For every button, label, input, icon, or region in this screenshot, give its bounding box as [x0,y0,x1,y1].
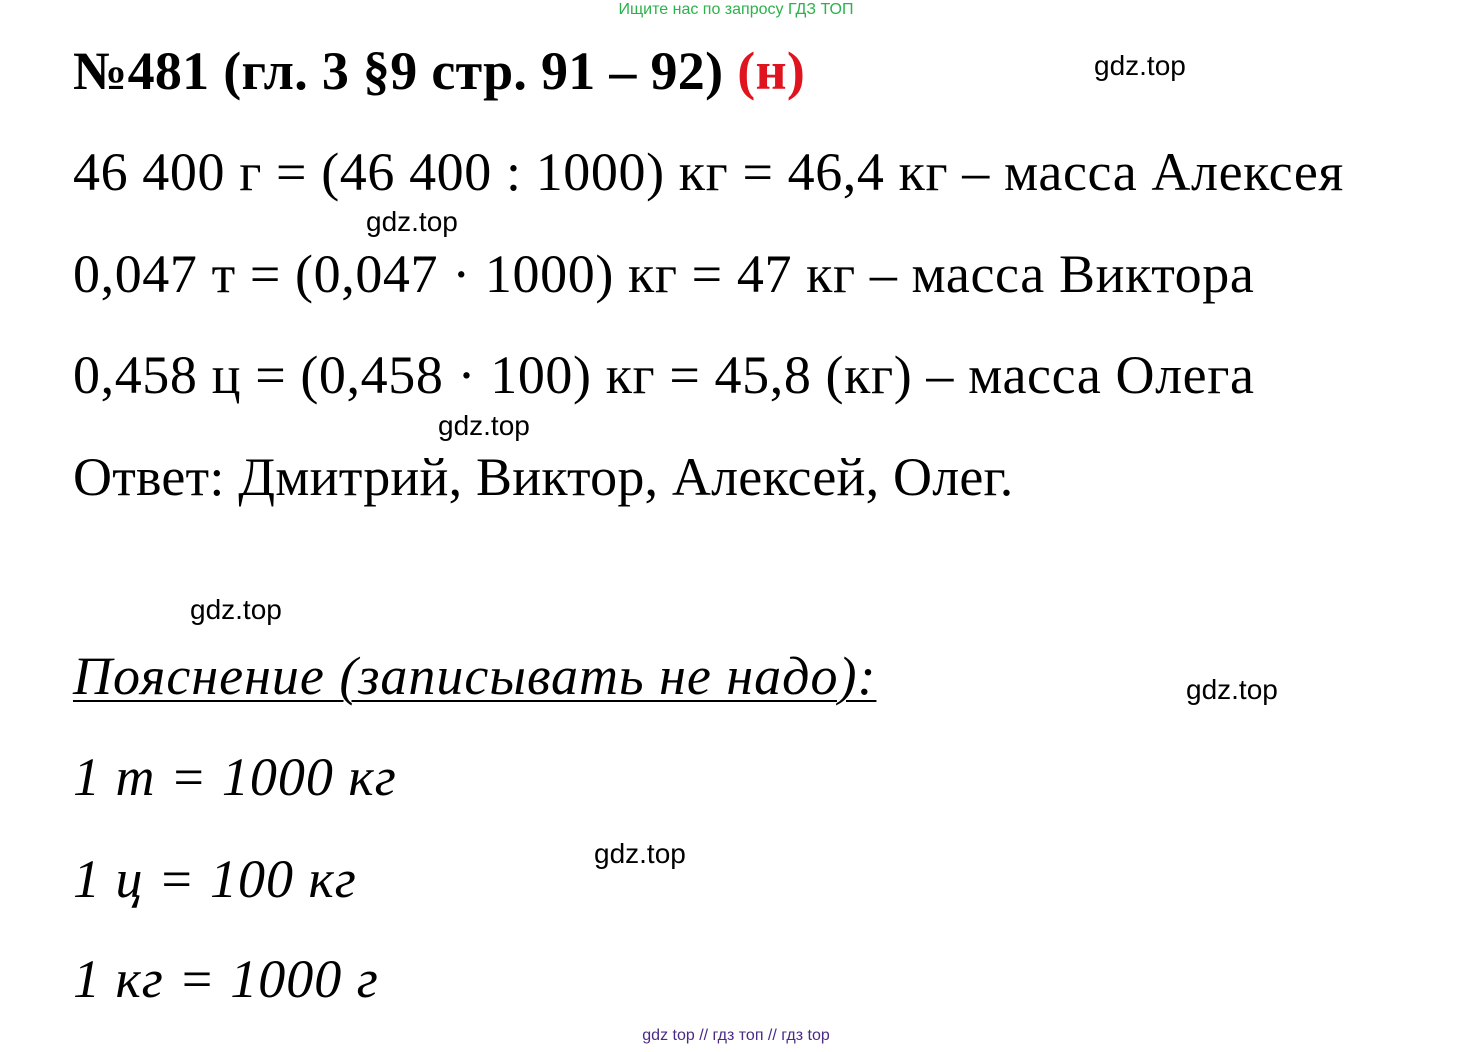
explanation-heading: Пояснение (записывать не надо): [73,646,877,706]
watermark: gdz.top [1094,50,1186,81]
top-banner: Ищите нас по запросу ГДЗ ТОП [618,1,854,18]
watermark: gdz.top [438,410,530,441]
watermark: gdz.top [190,594,282,625]
conversion-kilogram: 1 кг = 1000 г [73,949,379,1009]
conversion-centner: 1 ц = 100 кг [73,849,357,909]
watermark: gdz.top [594,838,686,869]
watermark: gdz.top [366,206,458,237]
page-title [73,40,805,102]
solution-line-2: 0,047 т = (0,047 · 1000) кг = 47 кг – масса Виктора [73,244,1255,304]
solution-line-3: 0,458 ц = (0,458 · 100) кг = 45,8 (кг) – масса Олега [73,345,1255,405]
title-main: №481 (гл. 3 §9 стр. 91 – 92) [73,41,724,101]
conversion-ton: 1 т = 1000 кг [73,747,397,807]
title-mark: (н) [737,41,806,101]
watermark: gdz.top [1186,674,1278,705]
solution-line-1: 46 400 г = (46 400 : 1000) кг = 46,4 кг – масса Алексея [73,142,1344,202]
footer-watermark: gdz top // гдз топ // гдз top [642,1027,830,1044]
answer-line: Ответ: Дмитрий, Виктор, Алексей, Олег. [73,447,1014,507]
